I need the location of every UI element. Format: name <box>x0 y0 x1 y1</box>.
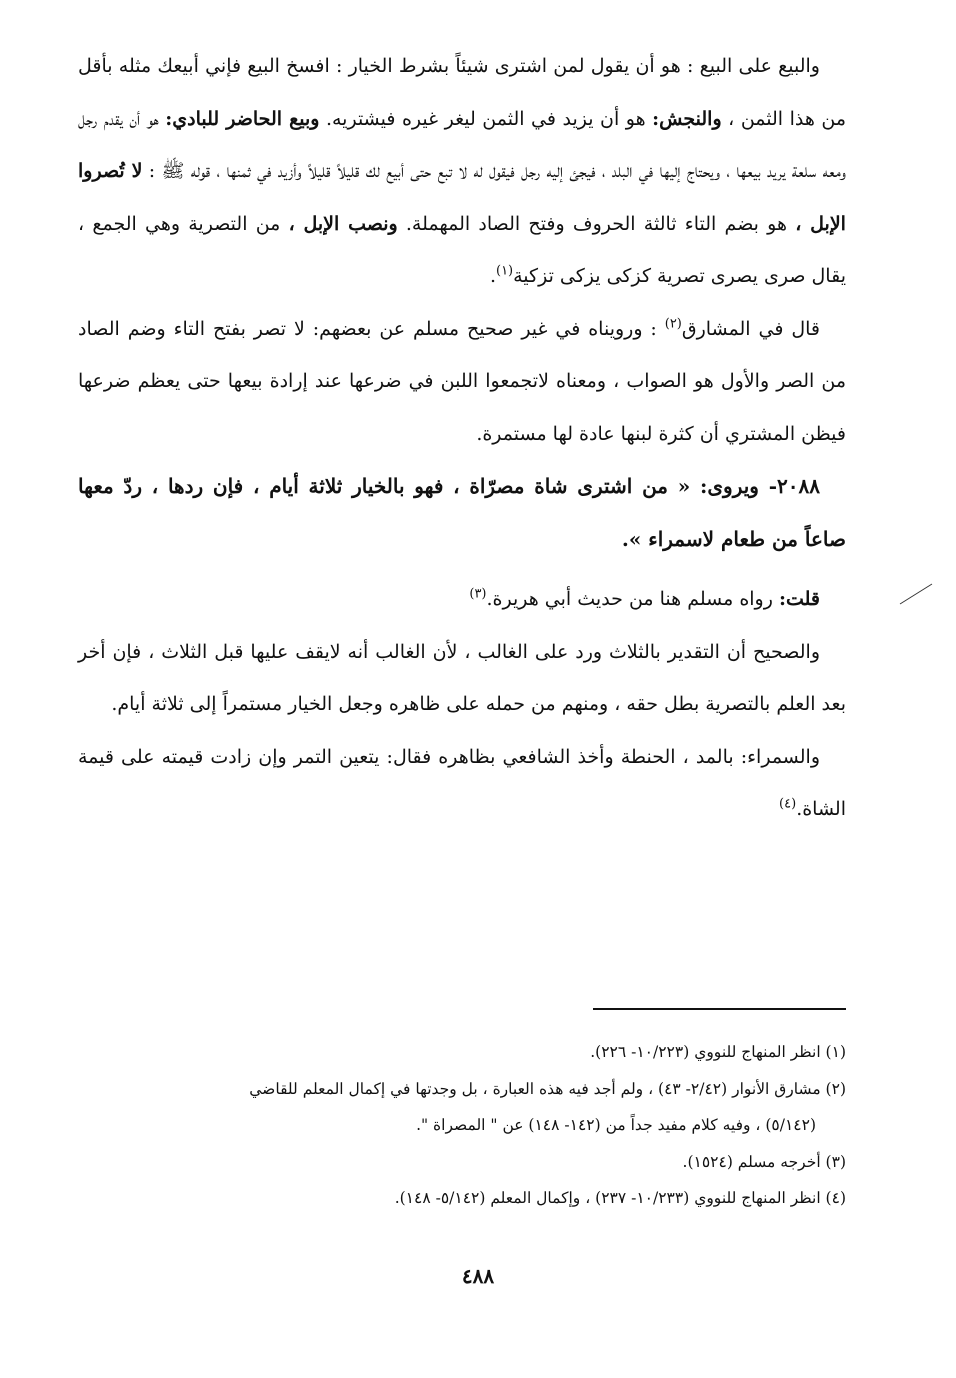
page-number: ٤٨٨ <box>461 1264 495 1288</box>
paragraph-sahih: والصحيح أن التقدير بالثلاث ورد على الغالب ، لأن الغالب أنه لايقف عليها قبل الثلاث ، فإن أخر بعد العلم بالتصرية بطل حقه ، ومنهم من حمله على ظاهره وجعل الخيار مستمراً إلى ثلاثة أيام. <box>78 640 846 715</box>
paragraph-definitions: والبيع على البيع : هو أن يقول لمن اشترى شيئاً بشرط الخيار : افسخ البيع فإني أبيعك مثله بأقل من هذا الثمن ، والنجش: هو أن يزيد في الثمن ليغر غيره فيشتريه. وبيع الحاضر للبادي: هو أن يقدم رجل ومعه سلعة يريد بيعها ، ويحتاج إليها في البلد ، فيجئ إليه رجل فيقول له لا تبع حتى أبيع لك قليلاً قليلاً وأزيد في ثمنها ، قوله ﷺ : لا تُصروا الإبل ، هو بضم التاء ثالثة الحروف وفتح الصاد المهملة. ونصب الإبل ، من التصرية وهي الجمع ، يقال صرى يصرى تصرية كزكى يزكى تزكية$^{(١)}$. <box>78 55 847 287</box>
text-segment: هو أن يزيد في الثمن ليغر غيره فيشتريه. <box>325 107 646 130</box>
footnote-ref-4: (٤) <box>779 796 797 812</box>
paragraph-qultu <box>78 573 846 626</box>
term-najsh: والنجش: <box>652 107 722 130</box>
footnote-1: (١) انظر المنهاج للنووي (١٠/٢٢٣- ٢٢٦). <box>590 1043 846 1061</box>
term-bay-al-hadir: وبيع الحاضر للبادي: <box>165 107 320 130</box>
footnote-ref-2: (٢) <box>664 316 682 332</box>
text-segment: والبيع على البيع : هو أن يقول لمن اشترى شيئاً بشرط الخيار : افسخ البيع فإني أبيعك مثله بأقل من هذا الثمن ، <box>78 55 847 130</box>
paragraph-samra <box>78 731 846 836</box>
text-segment: قال في المشارق <box>681 317 820 340</box>
term-nasb-al-ibil: ونصب الإبل ، <box>288 212 398 235</box>
text-segment: رواه مسلم هنا من حديث أبي هريرة. <box>486 588 773 610</box>
footnote-ref-3: (٣) <box>469 586 487 602</box>
footnote-2-continued: (٥/١٤٢) ، وفيه كلام مفيد جداً من (١٤٢- ١٤٨) عن " المصراة ". <box>416 1116 816 1134</box>
footnote-ref-1: (١) <box>495 263 514 279</box>
footnote-2: (٢) مشارق الأنوار (٢/٤٢- ٤٣) ، ولم أجد فيه هذه العبارة ، بل وجدتها في إكمال المعلم للقاضي <box>249 1079 846 1098</box>
footnote-3: (٣) أخرجه مسلم (١٥٢٤). <box>682 1152 846 1171</box>
spacer <box>78 565 846 573</box>
text-segment: هو بضم التاء ثالثة الحروف وفتح الصاد المهملة. <box>405 212 788 235</box>
paragraph-mashariq <box>78 303 846 461</box>
term-qultu: قلت: <box>778 588 820 610</box>
term-la-tusarru: لا تُصروا الإبل ، <box>78 160 846 235</box>
text-segment: والسمراء: بالمد ، الحنطة وأخذ الشافعي بظاهره فقال: يتعين التمر وإن زادت قيمته على قيمة الشاة. <box>78 745 846 820</box>
hadith-2088: ٢٠٨٨- ويروى: « من اشترى شاة مصرّاة ، فهو بالخيار ثلاثة أيام ، فإن ردها ، ردّ معها صاعاً من طعام لاسمراء ». <box>78 474 846 551</box>
footnote-4: (٤) انظر المنهاج للنووي (١٠/٢٣٣- ٢٣٧) ، وإكمال المعلم (٥/١٤٢- ١٤٨). <box>394 1189 846 1207</box>
text-segment: هو أن يقدم رجل ومعه سلعة يريد بيعها ، ويحتاج إليها في البلد ، فيجئ إليه رجل فيقول له لا تبع حتى أبيع لك قليلاً قليلاً وأزيد في ثمنها ، قوله ﷺ : <box>78 107 846 182</box>
text-segment: من التصرية وهي الجمع ، يقال صرى يصرى تصرية كزكى يزكى تزكية <box>78 212 846 287</box>
main-text <box>78 40 846 836</box>
footnote-separator <box>593 1008 846 1010</box>
margin-pen-mark <box>896 570 936 610</box>
footnotes <box>78 1034 846 1217</box>
text-segment: : ورويناه في غير صحيح مسلم عن بعضهم: لا تصر بفتح التاء وضم الصاد من الصر والأول هو الصواب ، ومعناه لاتجمعوا اللبن في ضرعها عند إرادة بيعها حتى يعظم ضرعها فيظن المشتري أن كثرة لبنها عادة لها مستمرة. <box>78 317 846 445</box>
